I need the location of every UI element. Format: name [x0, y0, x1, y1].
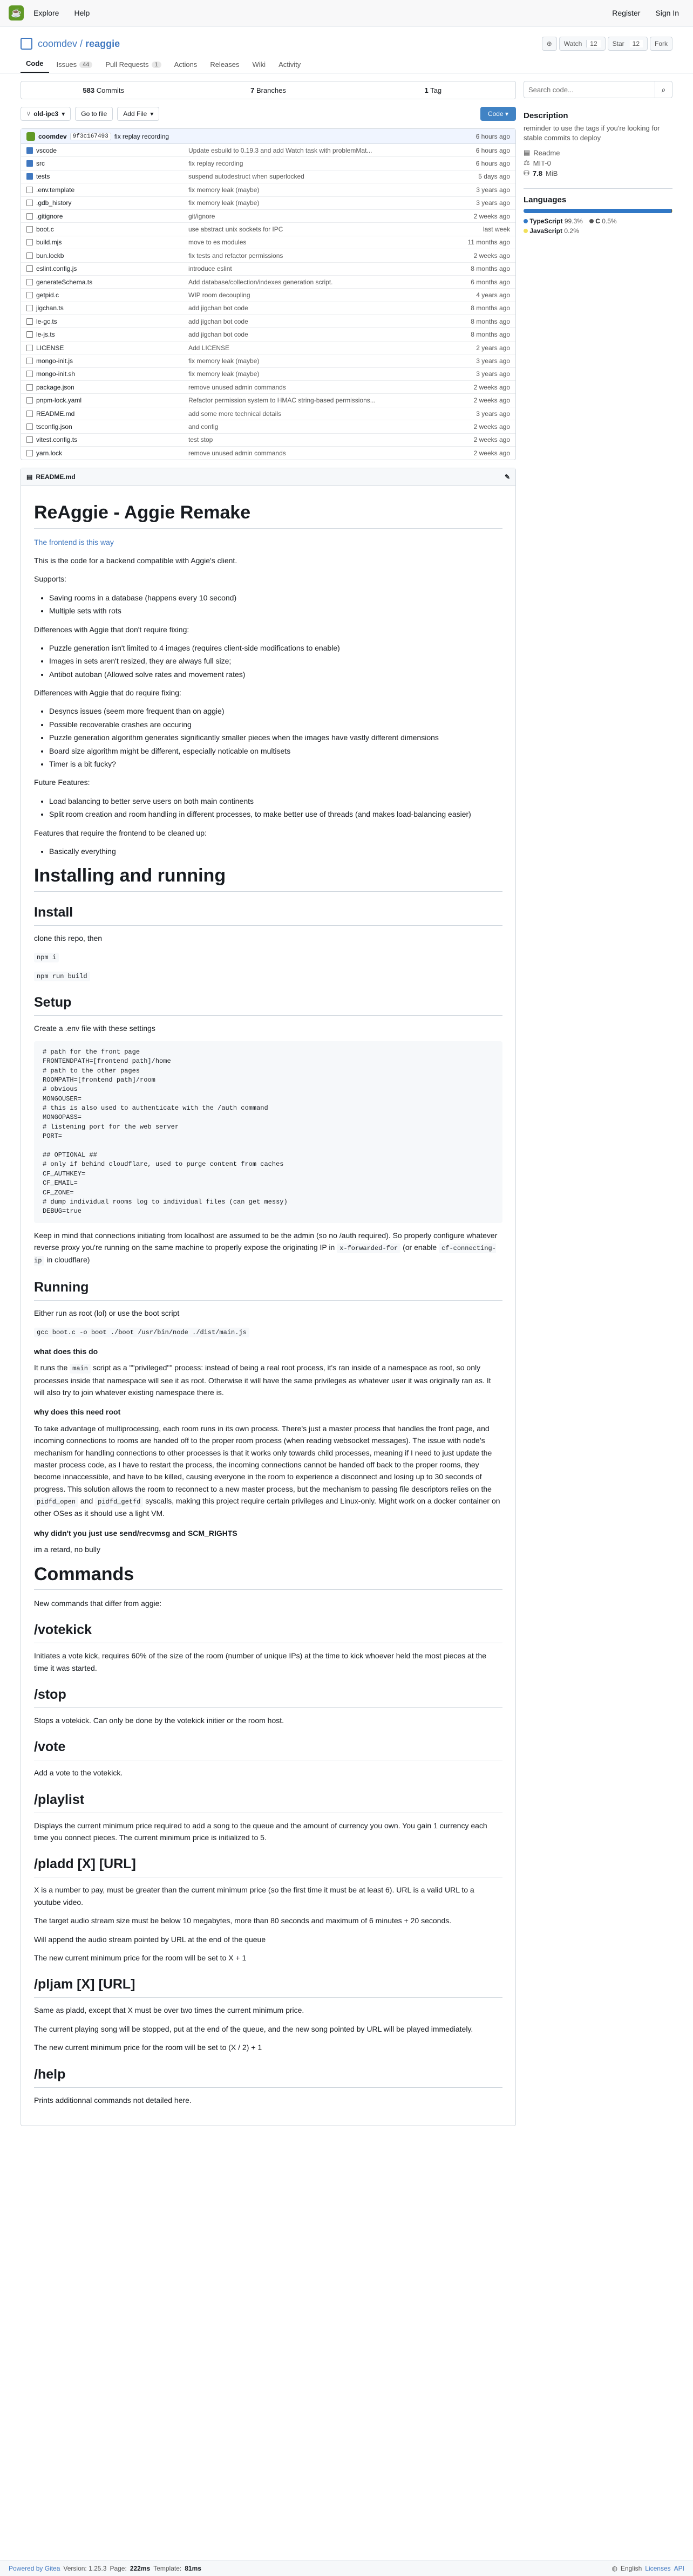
frontend-link[interactable]: The frontend is this way	[34, 537, 114, 546]
file-commit-message[interactable]: remove unused admin commands	[188, 383, 286, 391]
readme-content: ReAggie - Aggie Remake The frontend is this way This is the code for a backend compatible with Aggie's client. Supports: • Saving rooms in a database (happens every 10 second) • Multiple sets with rots Differences with Aggie that don't require fixing: • Puzzle generation isn't limited to 4 images (requires client-side modifications to enable) • Images in sets aren't resized, they are always full size; • Antibot autoban (Allowed solve rates and movement rates) Differences with Aggie that do require fixing: • Desyncs issues (seem more frequent than on aggie) • Possible recoverable crashes are occuring • Puzzle generation algorithm generates significantly smaller pieces when the images have vastly different dimensions • Board size algorithm might be different, especially noticable on multisets • Timer is a bit fucky? Future Features: • Load balancing to better serve users on both main continents • Split room creation and room handling in different processes, to make better use of threads (and makes load-balancing easier) Features that require the frontend to be cleaned up: • Basically everything Installing and running Install clone this repo, then npm i npm run build Setup Create a .env file with these settings # path for the front page FRONTENDPATH=[frontend path]/home # path to the other pages ROOMPATH=[frontend path]/room # obvious MONGOUSER= # this is also used to authenticate with the /auth command MONGOPASS= # listening port for the web server PORT= ## OPTIONAL ## # only if behind cloudflare, used to purge content from caches CF_AUTHKEY= CF_EMAIL= CF_ZONE= # dump individual rooms log to individual files (can get messy) DEBUG=true Keep in mind that connections initiating from localhost are assumed to be the admin (so no /auth required). So properly configure whatever reverse proxy you're running on the same machine to properly expose the originating IP in x-forwarded-for (or enable cf-connecting-ip in cloudflare) Running Either run as root (lol) or use the boot script gcc boot.c -o boot ./boot /usr/bin/node ./dist/main.js what does this do It runs the main script as a ""privileged"" process: instead of being a real root process, it's ran inside of a namespace as root, so only processes inside that namespace will see it as root. Otherwise it will have the same privileges as whatever user it was originally ran as. It will also try to join whatever existing namespace there is. why does this need root To take advantage of multiprocessing, each room runs in its own process. There's just a master process that handles the front page, and incoming connections to rooms are handed off to the proper room process (when reading websocket messages). The issue with node's mechanism for handling connections to other processes is that it works only towards child processes, meaning if I need to just update the master process code, as I have to restart the process, the incoming connections cannot be handed off back to the proper rooms, they become innaccessible, and have to be killed, causing everyone in the room to experience a disconnect and losing up to 30 seconds of progress. This solution allows the room to reconnect to a new master process, but the mechanism to passing file descriptors relies on the pidfd_open and pidfd_getfd syscalls, making this project require certain privileges and Linux-only. Might work on a docker container on other OSes as it should use a light VM. why didn't you just use send/recvmsg and SCM_RIGHTS im a retard, no bully Commands New commands that differ from aggie: /votekick Initiates a vote kick, requires 60% of the size of the room (number of unique IPs) at the time to kick whoever held the most pieces at the time it was started. /stop Stops a votekick. Can only be done by the votekick initier or the room host. /vote Add a vote to the votekick. /playlist Displays the current minimum price required to add a song to the queue and the amount of currency you own. You gain 1 currency each time you connect pieces. The current minimum price is initialized to 5. /pladd [X] [URL] X is a number to pay, must be greater than the current minimum price (so the first time it must be at least 6). URL is a valid URL to a youtube video. The target audio stream size must be below 10 megabytes, more than 80 seconds and maximum of 6 minutes + 20 seconds. Will append the audio stream pointed by URL at the end of the queue The new current minimum price for the room will be set to X + 1 /pljam [X] [URL] Same as pladd, except that X must be over two times the current minimum price. The current playing song will be stopped, put at the end of the queue, and the new song pointed by URL will be played immediately. The new current minimum price for the room will be set to (X / 2) + 1 /help Prints additionnal commands not detailed here.	[21, 486, 515, 2126]
footer-page-time: 222ms	[130, 2564, 151, 2572]
language-name: C	[595, 217, 600, 226]
tab-label: Wiki	[252, 60, 266, 69]
top-navbar	[0, 0, 693, 26]
commits-label: Commits	[96, 86, 124, 94]
search-input[interactable]	[524, 81, 655, 98]
branches-stat[interactable]	[186, 86, 350, 94]
language-item	[524, 217, 583, 225]
tab-count-badge: 44	[79, 62, 92, 68]
tab-label: Pull Requests	[105, 60, 149, 69]
rss-icon: ⊕	[546, 40, 552, 47]
file-commit-time: 2 weeks ago	[473, 397, 510, 405]
file-commit-message[interactable]: Add database/collection/indexes generation script.	[188, 278, 333, 286]
language-name: TypeScript	[529, 217, 563, 226]
language-dot-icon	[524, 229, 528, 233]
file-commit-message[interactable]: git/ignore	[188, 212, 215, 220]
file-commit-message[interactable]: introduce eslint	[188, 265, 232, 273]
file-commit-time: 2 weeks ago	[473, 212, 510, 220]
file-name-link[interactable]: le-js.ts	[36, 331, 55, 339]
footer-template-time: 81ms	[185, 2564, 201, 2572]
file-name-link[interactable]: README.md	[36, 409, 75, 418]
star-label: Star	[612, 40, 624, 47]
folder-icon	[26, 160, 33, 167]
file-commit-message[interactable]: Refactor permission system to HMAC string-based permissions...	[188, 397, 376, 405]
file-row	[21, 289, 515, 302]
file-icon	[26, 411, 33, 417]
file-icon	[26, 384, 33, 391]
file-commit-message[interactable]: add some more technical details	[188, 409, 282, 418]
file-row	[21, 170, 515, 183]
file-row	[21, 236, 515, 249]
file-commit-message[interactable]: and config	[188, 422, 219, 431]
file-commit-time: 3 years ago	[476, 357, 510, 365]
repo-icon	[21, 38, 32, 50]
file-name-link[interactable]: .gdb_history	[36, 199, 72, 207]
file-commit-message[interactable]: WIP room decoupling	[188, 291, 250, 299]
repo-size	[524, 169, 672, 177]
tags-label: Tag	[430, 86, 442, 94]
file-name-link[interactable]: pnpm-lock.yaml	[36, 397, 82, 405]
file-commit-time: 3 years ago	[476, 186, 510, 194]
footer-licenses[interactable]: Licenses	[645, 2564, 671, 2572]
file-commit-time: 3 years ago	[476, 370, 510, 378]
file-commit-time: 4 years ago	[476, 291, 510, 299]
file-row	[21, 210, 515, 223]
file-icon	[26, 397, 33, 404]
file-name-link[interactable]: le-gc.ts	[36, 317, 57, 325]
tab-label: Code	[26, 59, 44, 67]
file-commit-message[interactable]: fix replay recording	[188, 160, 243, 168]
footer-template-label: Template:	[153, 2564, 182, 2572]
tags-stat[interactable]	[351, 86, 515, 94]
branch-selector[interactable]	[21, 107, 71, 121]
file-row	[21, 197, 515, 210]
file-row	[21, 157, 515, 170]
branch-name: old-ipc3	[33, 110, 59, 118]
file-icon	[26, 200, 33, 206]
gitea-logo-icon[interactable]: ☕	[9, 5, 24, 21]
code-search	[524, 81, 672, 98]
file-commit-message[interactable]: Update esbuild to 0.19.3 and add Watch task with problemMat...	[188, 146, 372, 154]
tab-wiki[interactable]	[247, 56, 271, 73]
file-commit-time: 8 months ago	[471, 304, 510, 312]
footer-page-label: Page:	[110, 2564, 127, 2572]
file-icon	[26, 213, 33, 220]
tab-label: Releases	[210, 60, 240, 69]
folder-icon	[26, 173, 33, 180]
tab-label: Issues	[56, 60, 77, 69]
repo-title: coomdev / reaggie	[38, 38, 120, 49]
language-dot-icon	[589, 219, 594, 223]
repo-size-value: 7.8	[532, 169, 542, 177]
file-commit-message[interactable]: add jigchan bot code	[188, 304, 248, 312]
readme-label: Readme	[533, 148, 560, 157]
tab-label: Actions	[174, 60, 198, 69]
readme-panel	[21, 468, 516, 2126]
file-commit-time: 3 years ago	[476, 199, 510, 207]
star-count: 12	[629, 40, 643, 47]
file-commit-time: 2 weeks ago	[473, 449, 510, 457]
file-icon	[26, 279, 33, 285]
go-to-file-label: Go to file	[81, 110, 107, 118]
file-name-link[interactable]: .gitignore	[36, 212, 63, 220]
languages-title: Languages	[524, 195, 567, 205]
file-icon	[26, 265, 33, 272]
file-name-link[interactable]: .env.template	[36, 186, 75, 194]
file-row	[21, 394, 515, 407]
file-name-link[interactable]: vitest.config.ts	[36, 436, 78, 444]
latest-commit-sha[interactable]: 9f3c167493	[70, 133, 111, 140]
file-commit-message[interactable]: move to es modules	[188, 238, 247, 247]
file-commit-time: 2 weeks ago	[473, 422, 510, 431]
edit-icon[interactable]: ✎	[504, 473, 510, 481]
file-row	[21, 368, 515, 381]
file-commit-message[interactable]: add jigchan bot code	[188, 317, 248, 325]
file-row	[21, 328, 515, 341]
file-commit-time: 2 weeks ago	[473, 383, 510, 391]
file-commit-time: 8 months ago	[471, 317, 510, 325]
file-icon	[26, 292, 33, 298]
file-commit-message[interactable]: fix memory leak (maybe)	[188, 370, 260, 378]
tab-activity[interactable]	[273, 56, 306, 73]
file-commit-time: 6 hours ago	[475, 160, 510, 168]
file-commit-message[interactable]: Add LICENSE	[188, 344, 230, 352]
file-name-link[interactable]: eslint.config.js	[36, 265, 77, 273]
file-row	[21, 354, 515, 367]
footer-version: Version: 1.25.3	[63, 2564, 107, 2572]
file-name-link[interactable]: yarn.lock	[36, 449, 63, 457]
language-percent: 0.5%	[602, 217, 617, 226]
file-name-link[interactable]: getpid.c	[36, 291, 59, 299]
description-title: Description	[524, 111, 568, 120]
rss-button[interactable]	[542, 37, 557, 51]
language-item	[589, 217, 617, 225]
file-commit-time: 5 days ago	[478, 173, 510, 181]
file-row	[21, 263, 515, 276]
globe-icon: ◍	[612, 2564, 617, 2572]
watch-label: Watch	[563, 40, 582, 47]
repo-tabs	[21, 54, 672, 73]
language-bar-segment	[524, 209, 671, 213]
file-commit-time: 6 months ago	[471, 278, 510, 286]
language-percent: 99.3%	[564, 217, 583, 226]
footer-api[interactable]: API	[674, 2564, 684, 2572]
chevron-down-icon: ▾	[150, 110, 154, 118]
file-commit-time: 2 years ago	[476, 344, 510, 352]
file-name-link[interactable]: jigchan.ts	[36, 304, 64, 312]
file-row	[21, 183, 515, 196]
language-name: JavaScript	[529, 227, 563, 235]
file-table	[21, 128, 516, 460]
add-file-label: Add File	[123, 110, 147, 118]
avatar	[26, 132, 35, 141]
repo-header	[0, 26, 693, 73]
nav-explore[interactable]: Explore	[33, 9, 59, 17]
file-commit-message[interactable]: remove unused admin commands	[188, 449, 286, 457]
file-icon	[26, 252, 33, 259]
file-row	[21, 407, 515, 420]
latest-commit-time: 6 hours ago	[475, 132, 510, 140]
book-icon: ▤	[524, 148, 531, 157]
file-row	[21, 302, 515, 315]
code-button[interactable]: Code ▾	[480, 107, 516, 121]
file-name-link[interactable]: bun.lockb	[36, 251, 64, 259]
tab-count-badge: 1	[152, 62, 161, 68]
commits-count: 583	[83, 86, 95, 94]
branch-icon: ⑂	[26, 110, 31, 118]
tab-releases[interactable]	[205, 56, 244, 73]
nav-help[interactable]: Help	[74, 9, 90, 17]
tab-code[interactable]	[21, 55, 49, 73]
tab-pull-requests[interactable]	[100, 56, 166, 73]
file-row	[21, 276, 515, 289]
language-item	[524, 227, 579, 235]
file-icon	[26, 318, 33, 325]
branches-label: Branches	[256, 86, 286, 94]
language-bar	[524, 209, 672, 213]
file-icon	[26, 305, 33, 311]
law-icon: ⚖	[524, 159, 530, 167]
language-percent: 0.2%	[564, 227, 579, 235]
repo-size-unit: MiB	[545, 169, 558, 177]
file-commit-message[interactable]: test stop	[188, 436, 213, 444]
file-commit-message[interactable]: fix memory leak (maybe)	[188, 357, 260, 365]
fork-button[interactable]	[650, 37, 672, 51]
file-commit-time: 2 weeks ago	[473, 436, 510, 444]
file-name-link[interactable]: build.mjs	[36, 238, 62, 247]
file-icon	[26, 345, 33, 351]
file-icon	[26, 331, 33, 338]
add-file-button[interactable]	[117, 107, 159, 121]
watch-count: 12	[586, 40, 600, 47]
star-button[interactable]	[608, 37, 648, 51]
file-commit-message[interactable]: suspend autodestruct when superlocked	[188, 173, 304, 181]
file-row	[21, 315, 515, 328]
tab-actions[interactable]	[169, 56, 203, 73]
readme-link[interactable]	[524, 148, 672, 157]
file-name-link[interactable]: src	[36, 160, 45, 168]
commits-stat[interactable]	[21, 86, 186, 94]
latest-commit	[21, 129, 515, 144]
file-commit-message[interactable]: fix memory leak (maybe)	[188, 186, 260, 194]
file-name-link[interactable]: vscode	[36, 146, 57, 154]
branches-count: 7	[250, 86, 255, 94]
file-name-link[interactable]: mongo-init.sh	[36, 370, 76, 378]
file-icon	[26, 226, 33, 233]
footer-language[interactable]: English	[620, 2564, 642, 2572]
readme-filename[interactable]: README.md	[36, 473, 76, 481]
file-row	[21, 381, 515, 394]
footer	[0, 2560, 693, 2576]
file-row	[21, 434, 515, 447]
code-label: Code	[487, 110, 504, 118]
file-name-link[interactable]: mongo-init.js	[36, 357, 73, 365]
file-row	[21, 341, 515, 354]
fork-label: Fork	[655, 40, 668, 47]
file-commit-time: 8 months ago	[471, 265, 510, 273]
book-icon: ▤	[26, 473, 33, 481]
file-commit-message[interactable]: fix tests and refactor permissions	[188, 251, 283, 259]
file-row	[21, 447, 515, 460]
file-commit-message[interactable]: add jigchan bot code	[188, 331, 248, 339]
file-icon	[26, 450, 33, 456]
file-name-link[interactable]: package.json	[36, 383, 74, 391]
file-commit-time: 8 months ago	[471, 331, 510, 339]
file-icon	[26, 187, 33, 193]
file-row	[21, 223, 515, 236]
database-icon: ⛁	[524, 169, 529, 177]
file-name-link[interactable]: LICENSE	[36, 344, 64, 352]
file-commit-time: 2 weeks ago	[473, 251, 510, 259]
file-name-link[interactable]: generateSchema.ts	[36, 278, 93, 286]
file-icon	[26, 239, 33, 245]
file-icon	[26, 423, 33, 430]
file-commit-time: 3 years ago	[476, 409, 510, 418]
watch-button[interactable]	[559, 37, 606, 51]
file-commit-message[interactable]: use abstract unix sockets for IPC	[188, 226, 283, 234]
file-name-link[interactable]: tests	[36, 173, 50, 181]
repo-owner-link[interactable]: coomdev	[38, 38, 78, 49]
file-commit-time: last week	[483, 226, 510, 234]
language-dot-icon	[524, 219, 528, 223]
file-commit-message[interactable]: fix memory leak (maybe)	[188, 199, 260, 207]
file-row	[21, 420, 515, 433]
folder-icon	[26, 147, 33, 154]
license-label: MIT-0	[533, 159, 551, 167]
file-icon	[26, 436, 33, 443]
chevron-down-icon: ▾	[62, 110, 65, 118]
footer-powered[interactable]: Powered by Gitea	[9, 2564, 60, 2572]
tags-count: 1	[424, 86, 429, 94]
search-icon[interactable]: ⌕	[655, 81, 672, 98]
tab-label: Activity	[278, 60, 301, 69]
nav-register[interactable]: Register	[612, 9, 641, 17]
go-to-file-button[interactable]	[75, 107, 113, 121]
file-icon	[26, 371, 33, 377]
file-name-link[interactable]: tsconfig.json	[36, 422, 72, 431]
tab-issues[interactable]	[51, 56, 98, 73]
license-link[interactable]	[524, 159, 672, 167]
nav-signin[interactable]: Sign In	[655, 9, 679, 17]
file-commit-time: 11 months ago	[467, 238, 510, 247]
file-name-link[interactable]: boot.c	[36, 226, 54, 234]
latest-commit-author[interactable]: coomdev	[38, 132, 67, 140]
description-text: reminder to use the tags if you're looking for stable commits to deploy	[524, 124, 660, 142]
file-icon	[26, 358, 33, 364]
file-commit-time: 6 hours ago	[475, 146, 510, 154]
repo-name-link[interactable]: reaggie	[85, 38, 120, 49]
repo-stats	[21, 81, 516, 99]
file-row	[21, 249, 515, 262]
file-row	[21, 144, 515, 157]
latest-commit-message[interactable]: fix replay recording	[114, 132, 169, 140]
